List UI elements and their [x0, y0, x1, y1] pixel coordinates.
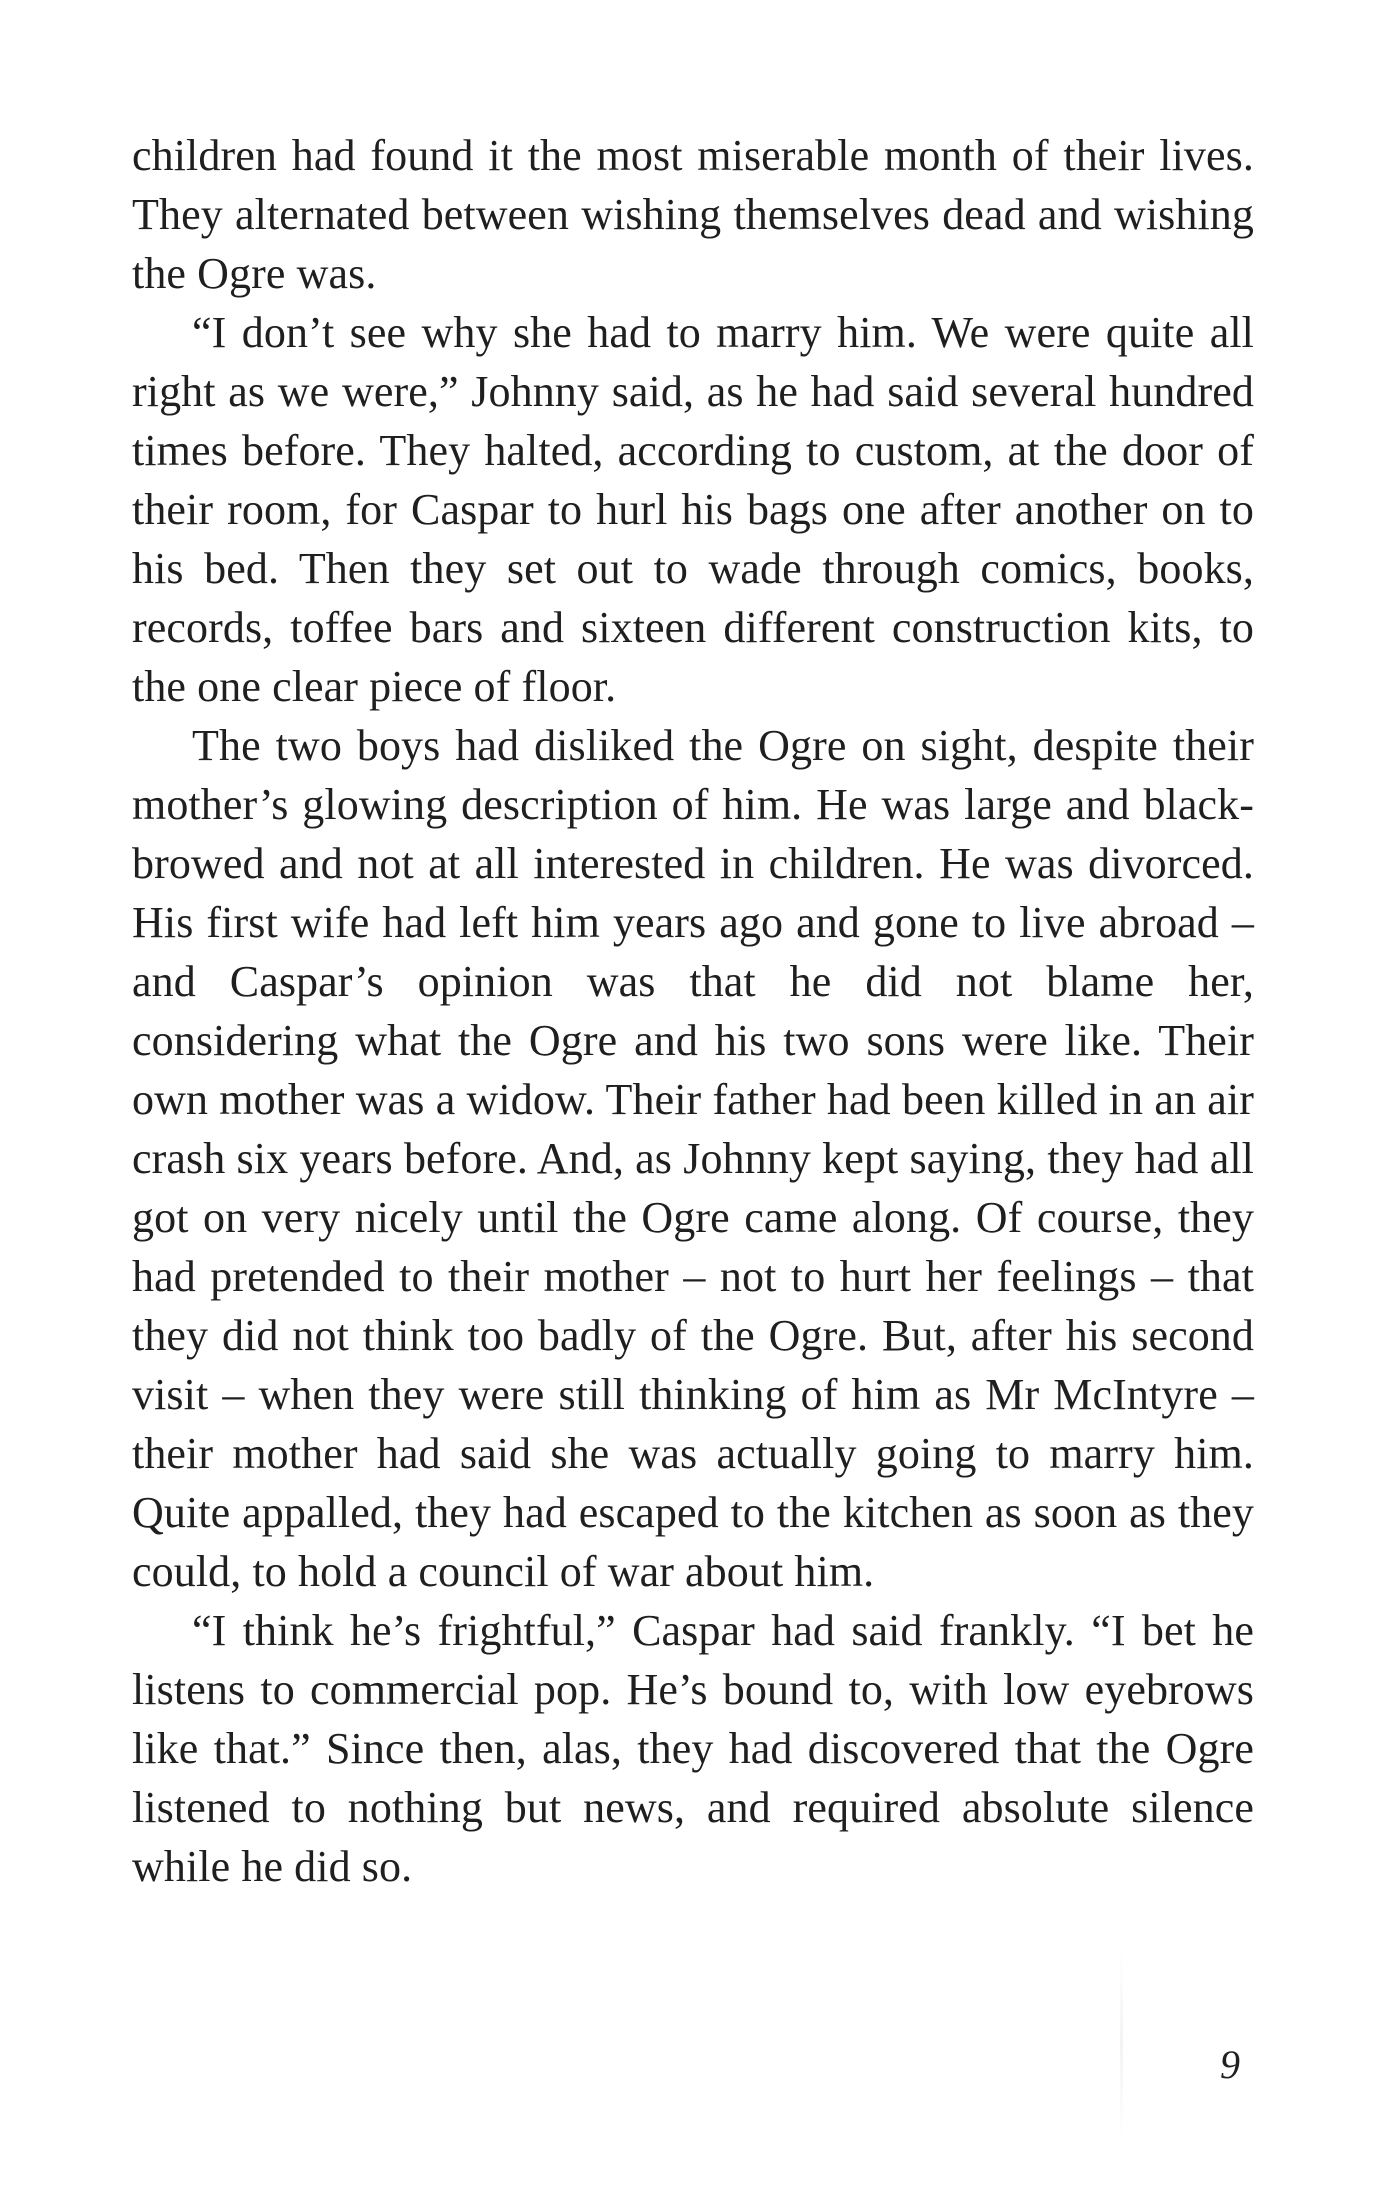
scan-artifact	[1120, 1950, 1123, 2140]
paragraph-continuation: children had found it the most miserable month of their lives. They alternated between wishing themselves dead and wishing the Ogre was.	[132, 131, 1254, 298]
paragraph-caspar-dialogue: “I think he’s frightful,” Caspar had said frankly. “I bet he listens to commercial pop. He’s bound to, with low eyebrows like that.” Since then, alas, they had discovered that the Ogre listened to nothing but news, and required absolute silence while he did so.	[132, 1606, 1254, 1891]
body-text	[132, 126, 1254, 1896]
paragraph-johnny-dialogue: “I don’t see why she had to marry him. We were quite all right as we were,” Johnny said, as he had said several hundred times before. They halted, according to custom, at the door of their room, for Caspar to hurl his bags one after another on to his bed. Then they set out to wade through comics, books, records, toffee bars and sixteen different construction kits, to the one clear piece of floor.	[132, 308, 1254, 711]
paragraph-ogre-description: The two boys had disliked the Ogre on sight, despite their mother’s glowing description of him. He was large and black-browed and not at all interested in children. He was divorced. His first wife had left him years ago and gone to live abroad – and Caspar’s opinion was that he did not blame her, considering what the Ogre and his two sons were like. Their own mother was a widow. Their father had been killed in an air crash six years before. And, as Johnny kept saying, they had all got on very nicely until the Ogre came along. Of course, they had pretended to their mother – not to hurt her feelings – that they did not think too badly of the Ogre. But, after his second visit – when they were still thinking of him as Mr McIntyre – their mother had said she was actually going to marry him. Quite appalled, they had escaped to the kitchen as soon as they could, to hold a council of war about him.	[132, 721, 1254, 1596]
page-number: 9	[1220, 2042, 1240, 2087]
